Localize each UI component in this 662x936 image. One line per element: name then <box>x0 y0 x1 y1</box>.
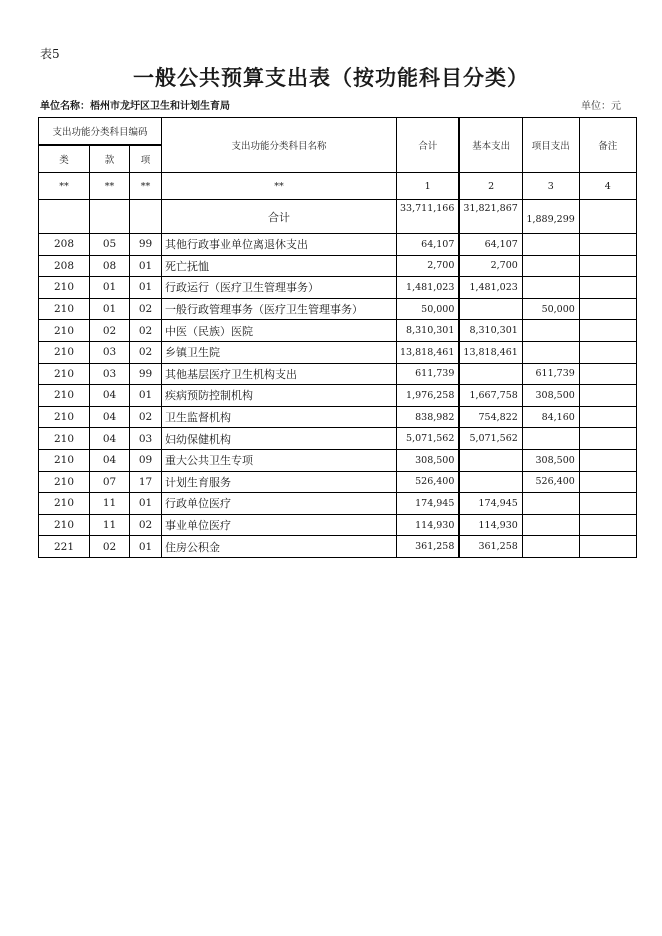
total-project: 1,889,299 <box>522 200 579 234</box>
item-name: 重大公共卫生专项 <box>162 449 397 471</box>
index-project: 3 <box>522 173 579 200</box>
item-name: 行政运行（医疗卫生管理事务） <box>162 277 397 299</box>
total-xiang <box>130 200 162 234</box>
amount-basic: 174,945 <box>459 493 522 515</box>
item-name: 妇幼保健机构 <box>162 428 397 450</box>
amount-total: 114,930 <box>397 514 460 536</box>
table-row <box>39 449 637 471</box>
amount-project <box>522 341 579 363</box>
code-xiang: 02 <box>130 320 162 342</box>
code-lei: 210 <box>39 514 90 536</box>
item-name: 疾病预防控制机构 <box>162 385 397 407</box>
amount-total: 5,071,562 <box>397 428 460 450</box>
amount-project <box>522 514 579 536</box>
item-name: 卫生监督机构 <box>162 406 397 428</box>
code-lei: 210 <box>39 277 90 299</box>
amount-basic <box>459 471 522 493</box>
header-kuan: 款 <box>90 145 130 173</box>
code-xiang: 01 <box>130 255 162 277</box>
amount-basic: 1,481,023 <box>459 277 522 299</box>
index-xiang: ** <box>130 173 162 200</box>
amount-total: 1,481,023 <box>397 277 460 299</box>
amount-total: 174,945 <box>397 493 460 515</box>
header-lei: 类 <box>39 145 90 173</box>
amount-project: 84,160 <box>522 406 579 428</box>
amount-basic: 8,310,301 <box>459 320 522 342</box>
code-lei: 208 <box>39 255 90 277</box>
item-name: 行政单位医疗 <box>162 493 397 515</box>
header-project: 项目支出 <box>522 118 579 173</box>
index-name: ** <box>162 173 397 200</box>
code-kuan: 02 <box>90 320 130 342</box>
table-row <box>39 514 637 536</box>
code-kuan: 02 <box>90 536 130 558</box>
amount-basic <box>459 298 522 320</box>
code-kuan: 04 <box>90 385 130 407</box>
page-title: 一般公共预算支出表（按功能科目分类） <box>133 66 529 90</box>
item-name: 中医（民族）医院 <box>162 320 397 342</box>
unit-name-label: 单位名称：梧州市龙圩区卫生和计划生育局 <box>40 101 230 112</box>
code-xiang: 01 <box>130 385 162 407</box>
header-remark: 备注 <box>579 118 636 173</box>
amount-project: 308,500 <box>522 385 579 407</box>
code-kuan: 04 <box>90 449 130 471</box>
code-lei: 210 <box>39 320 90 342</box>
amount-basic <box>459 363 522 385</box>
header-row <box>39 118 637 146</box>
code-lei: 210 <box>39 449 90 471</box>
code-kuan: 11 <box>90 493 130 515</box>
code-lei: 210 <box>39 428 90 450</box>
header-name: 支出功能分类科目名称 <box>162 118 397 173</box>
amount-total: 8,310,301 <box>397 320 460 342</box>
amount-total: 1,976,258 <box>397 385 460 407</box>
code-lei: 221 <box>39 536 90 558</box>
amount-project <box>522 255 579 277</box>
code-lei: 210 <box>39 471 90 493</box>
table-row <box>39 406 637 428</box>
amount-project <box>522 428 579 450</box>
code-kuan: 04 <box>90 406 130 428</box>
amount-basic: 114,930 <box>459 514 522 536</box>
index-basic: 2 <box>459 173 522 200</box>
header-total: 合计 <box>397 118 460 173</box>
code-xiang: 17 <box>130 471 162 493</box>
code-xiang: 01 <box>130 536 162 558</box>
remark <box>579 449 636 471</box>
remark <box>579 471 636 493</box>
item-name: 其他行政事业单位离退休支出 <box>162 234 397 256</box>
total-basic: 31,821,867 <box>459 200 522 234</box>
code-xiang: 02 <box>130 341 162 363</box>
code-xiang: 99 <box>130 234 162 256</box>
remark <box>579 341 636 363</box>
header-basic: 基本支出 <box>459 118 522 173</box>
amount-project: 611,739 <box>522 363 579 385</box>
remark <box>579 514 636 536</box>
remark <box>579 320 636 342</box>
code-lei: 210 <box>39 385 90 407</box>
code-xiang: 02 <box>130 514 162 536</box>
amount-project: 308,500 <box>522 449 579 471</box>
amount-total: 2,700 <box>397 255 460 277</box>
table-row <box>39 277 637 299</box>
table-row <box>39 234 637 256</box>
amount-total: 64,107 <box>397 234 460 256</box>
remark <box>579 234 636 256</box>
item-name: 计划生育服务 <box>162 471 397 493</box>
item-name: 住房公积金 <box>162 536 397 558</box>
total-row <box>39 200 637 234</box>
amount-basic <box>459 449 522 471</box>
total-label: 合计 <box>162 200 397 234</box>
item-name: 死亡抚恤 <box>162 255 397 277</box>
amount-project <box>522 493 579 515</box>
amount-total: 526,400 <box>397 471 460 493</box>
amount-project <box>522 234 579 256</box>
code-lei: 210 <box>39 363 90 385</box>
code-kuan: 04 <box>90 428 130 450</box>
code-lei: 210 <box>39 341 90 363</box>
remark <box>579 255 636 277</box>
header-code-group: 支出功能分类科目编码 <box>39 118 162 146</box>
code-kuan: 01 <box>90 298 130 320</box>
remark <box>579 298 636 320</box>
code-lei: 208 <box>39 234 90 256</box>
code-xiang: 09 <box>130 449 162 471</box>
code-xiang: 01 <box>130 493 162 515</box>
index-kuan: ** <box>90 173 130 200</box>
code-xiang: 01 <box>130 277 162 299</box>
code-xiang: 02 <box>130 298 162 320</box>
amount-total: 13,818,461 <box>397 341 460 363</box>
table-row <box>39 255 637 277</box>
currency-unit-label: 单位：元 <box>581 101 621 112</box>
amount-basic: 13,818,461 <box>459 341 522 363</box>
item-name: 事业单位医疗 <box>162 514 397 536</box>
item-name: 乡镇卫生院 <box>162 341 397 363</box>
amount-project: 50,000 <box>522 298 579 320</box>
budget-expenditure-table <box>38 117 637 558</box>
amount-project <box>522 277 579 299</box>
remark <box>579 277 636 299</box>
total-kuan <box>90 200 130 234</box>
code-lei: 210 <box>39 298 90 320</box>
code-kuan: 07 <box>90 471 130 493</box>
total-lei <box>39 200 90 234</box>
code-kuan: 03 <box>90 341 130 363</box>
amount-basic: 64,107 <box>459 234 522 256</box>
table-row <box>39 385 637 407</box>
index-remark: 4 <box>579 173 636 200</box>
amount-total: 50,000 <box>397 298 460 320</box>
total-remark <box>579 200 636 234</box>
amount-basic: 5,071,562 <box>459 428 522 450</box>
amount-basic: 2,700 <box>459 255 522 277</box>
code-lei: 210 <box>39 406 90 428</box>
amount-basic: 361,258 <box>459 536 522 558</box>
code-lei: 210 <box>39 493 90 515</box>
item-name: 一般行政管理事务（医疗卫生管理事务） <box>162 298 397 320</box>
amount-total: 838,982 <box>397 406 460 428</box>
remark <box>579 536 636 558</box>
code-kuan: 08 <box>90 255 130 277</box>
header-xiang: 项 <box>130 145 162 173</box>
amount-total: 308,500 <box>397 449 460 471</box>
amount-project <box>522 536 579 558</box>
code-xiang: 02 <box>130 406 162 428</box>
column-index-row <box>39 173 637 200</box>
table-row <box>39 298 637 320</box>
code-xiang: 99 <box>130 363 162 385</box>
remark <box>579 363 636 385</box>
remark <box>579 428 636 450</box>
table-number: 表5 <box>40 47 60 61</box>
amount-total: 361,258 <box>397 536 460 558</box>
table-row <box>39 471 637 493</box>
table-row <box>39 341 637 363</box>
amount-project: 526,400 <box>522 471 579 493</box>
code-kuan: 03 <box>90 363 130 385</box>
remark <box>579 493 636 515</box>
index-total: 1 <box>397 173 460 200</box>
table-row <box>39 363 637 385</box>
remark <box>579 385 636 407</box>
remark <box>579 406 636 428</box>
amount-project <box>522 320 579 342</box>
amount-basic: 754,822 <box>459 406 522 428</box>
amount-basic: 1,667,758 <box>459 385 522 407</box>
item-name: 其他基层医疗卫生机构支出 <box>162 363 397 385</box>
table-row <box>39 536 637 558</box>
table-row <box>39 320 637 342</box>
code-kuan: 11 <box>90 514 130 536</box>
index-lei: ** <box>39 173 90 200</box>
total-sum: 33,711,166 <box>397 200 460 234</box>
table-row <box>39 428 637 450</box>
code-xiang: 03 <box>130 428 162 450</box>
code-kuan: 01 <box>90 277 130 299</box>
code-kuan: 05 <box>90 234 130 256</box>
table-row <box>39 493 637 515</box>
amount-total: 611,739 <box>397 363 460 385</box>
